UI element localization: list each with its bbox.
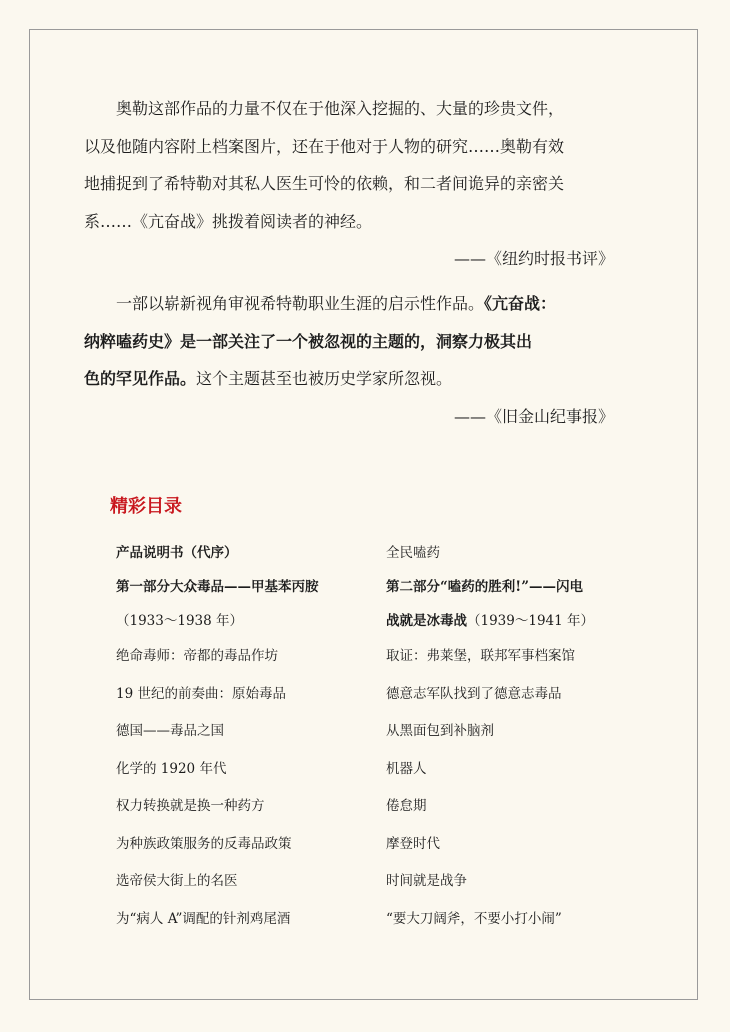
table-of-contents (116, 536, 636, 938)
review-nyt-line: 以及他随内容附上档案图片，还在于他对于人物的研究……奥勒有效 (84, 136, 565, 156)
review-nyt-line: 地捕捉到了希特勒对其私人医生可怜的依赖，和二者间诡异的亲密关 (84, 174, 565, 193)
toc-row (116, 901, 636, 939)
toc-item: 为“病人 A”调配的针剂鸡尾酒 (116, 910, 291, 927)
review-nyt-line: 奥勒这部作品的力量不仅在于他深入挖掘的、大量的珍贵文件， (116, 99, 565, 118)
review-sf-chronicle (84, 285, 614, 435)
toc-part2-years: （1939～1941 年） (467, 613, 595, 629)
toc-part1-years: （1933～1938 年） (116, 613, 244, 629)
toc-row (116, 751, 636, 789)
review-sf-text: 这个主题甚至也被历史学家所忽视。 (196, 369, 453, 388)
toc-part2-subtitle (386, 604, 636, 638)
toc-item: “要大刀阔斧，不要小打小闹” (386, 910, 562, 927)
toc-row (116, 638, 636, 676)
toc-item: 德国——毒品之国 (116, 723, 224, 739)
toc-row (116, 863, 636, 901)
toc-item: 德意志军队找到了德意志毒品 (386, 685, 562, 702)
toc-row (116, 536, 636, 570)
toc-item: 权力转换就是换一种药方 (116, 798, 265, 814)
toc-item: 机器人 (386, 760, 427, 777)
toc-item: 化学的 1920 年代 (116, 760, 227, 777)
toc-row (116, 570, 636, 638)
toc-part1-title: 第一部分大众毒品——甲基苯丙胺 (116, 579, 319, 595)
review-sf-bold-text: 色的罕见作品。 (84, 369, 197, 388)
review-nyt (84, 90, 614, 278)
toc-right-intro: 全民嗑药 (386, 545, 440, 561)
review-nyt-source: ——《纽约时报书评》 (453, 249, 614, 268)
review-sf-bold-text: 《亢奋战： (484, 294, 557, 313)
review-sf-line (84, 285, 614, 323)
toc-part2-heading (386, 570, 636, 638)
toc-item: 19 世纪的前奏曲：原始毒品 (116, 685, 286, 702)
toc-row (116, 788, 636, 826)
toc-item: 从黑面包到补脑剂 (386, 723, 494, 739)
toc-part2-bold: 战就是冰毒战 (386, 613, 467, 629)
toc-row (116, 676, 636, 714)
toc-item: 摩登时代 (386, 835, 440, 852)
review-sf-text: 一部以崭新视角审视希特勒职业生涯的启示性作品。 (116, 294, 485, 313)
toc-title: 精彩目录 (110, 496, 182, 517)
toc-item: 选帝侯大街上的名医 (116, 873, 238, 889)
toc-item: 取证：弗莱堡，联邦军事档案馆 (386, 648, 575, 664)
review-nyt-line: 系……《亢奋战》挑拨着阅读者的神经。 (84, 211, 373, 231)
toc-item: 为种族政策服务的反毒品政策 (116, 835, 292, 852)
toc-row (116, 713, 636, 751)
toc-part1-heading (116, 570, 386, 638)
toc-part2-title: 第二部分“嗑药的胜利!”——闪电 (386, 579, 583, 595)
review-sf-source: ——《旧金山纪事报》 (453, 406, 614, 426)
toc-preface: 产品说明书（代序） (116, 545, 238, 561)
toc-row (116, 826, 636, 864)
review-sf-line (84, 360, 614, 398)
toc-item: 绝命毒师：帝都的毒品作坊 (116, 648, 278, 664)
toc-item: 时间就是战争 (386, 873, 467, 889)
toc-item: 倦怠期 (386, 798, 427, 814)
review-sf-line: 纳粹嗑药史》是一部关注了一个被忽视的主题的，洞察力极其出 (84, 331, 533, 351)
